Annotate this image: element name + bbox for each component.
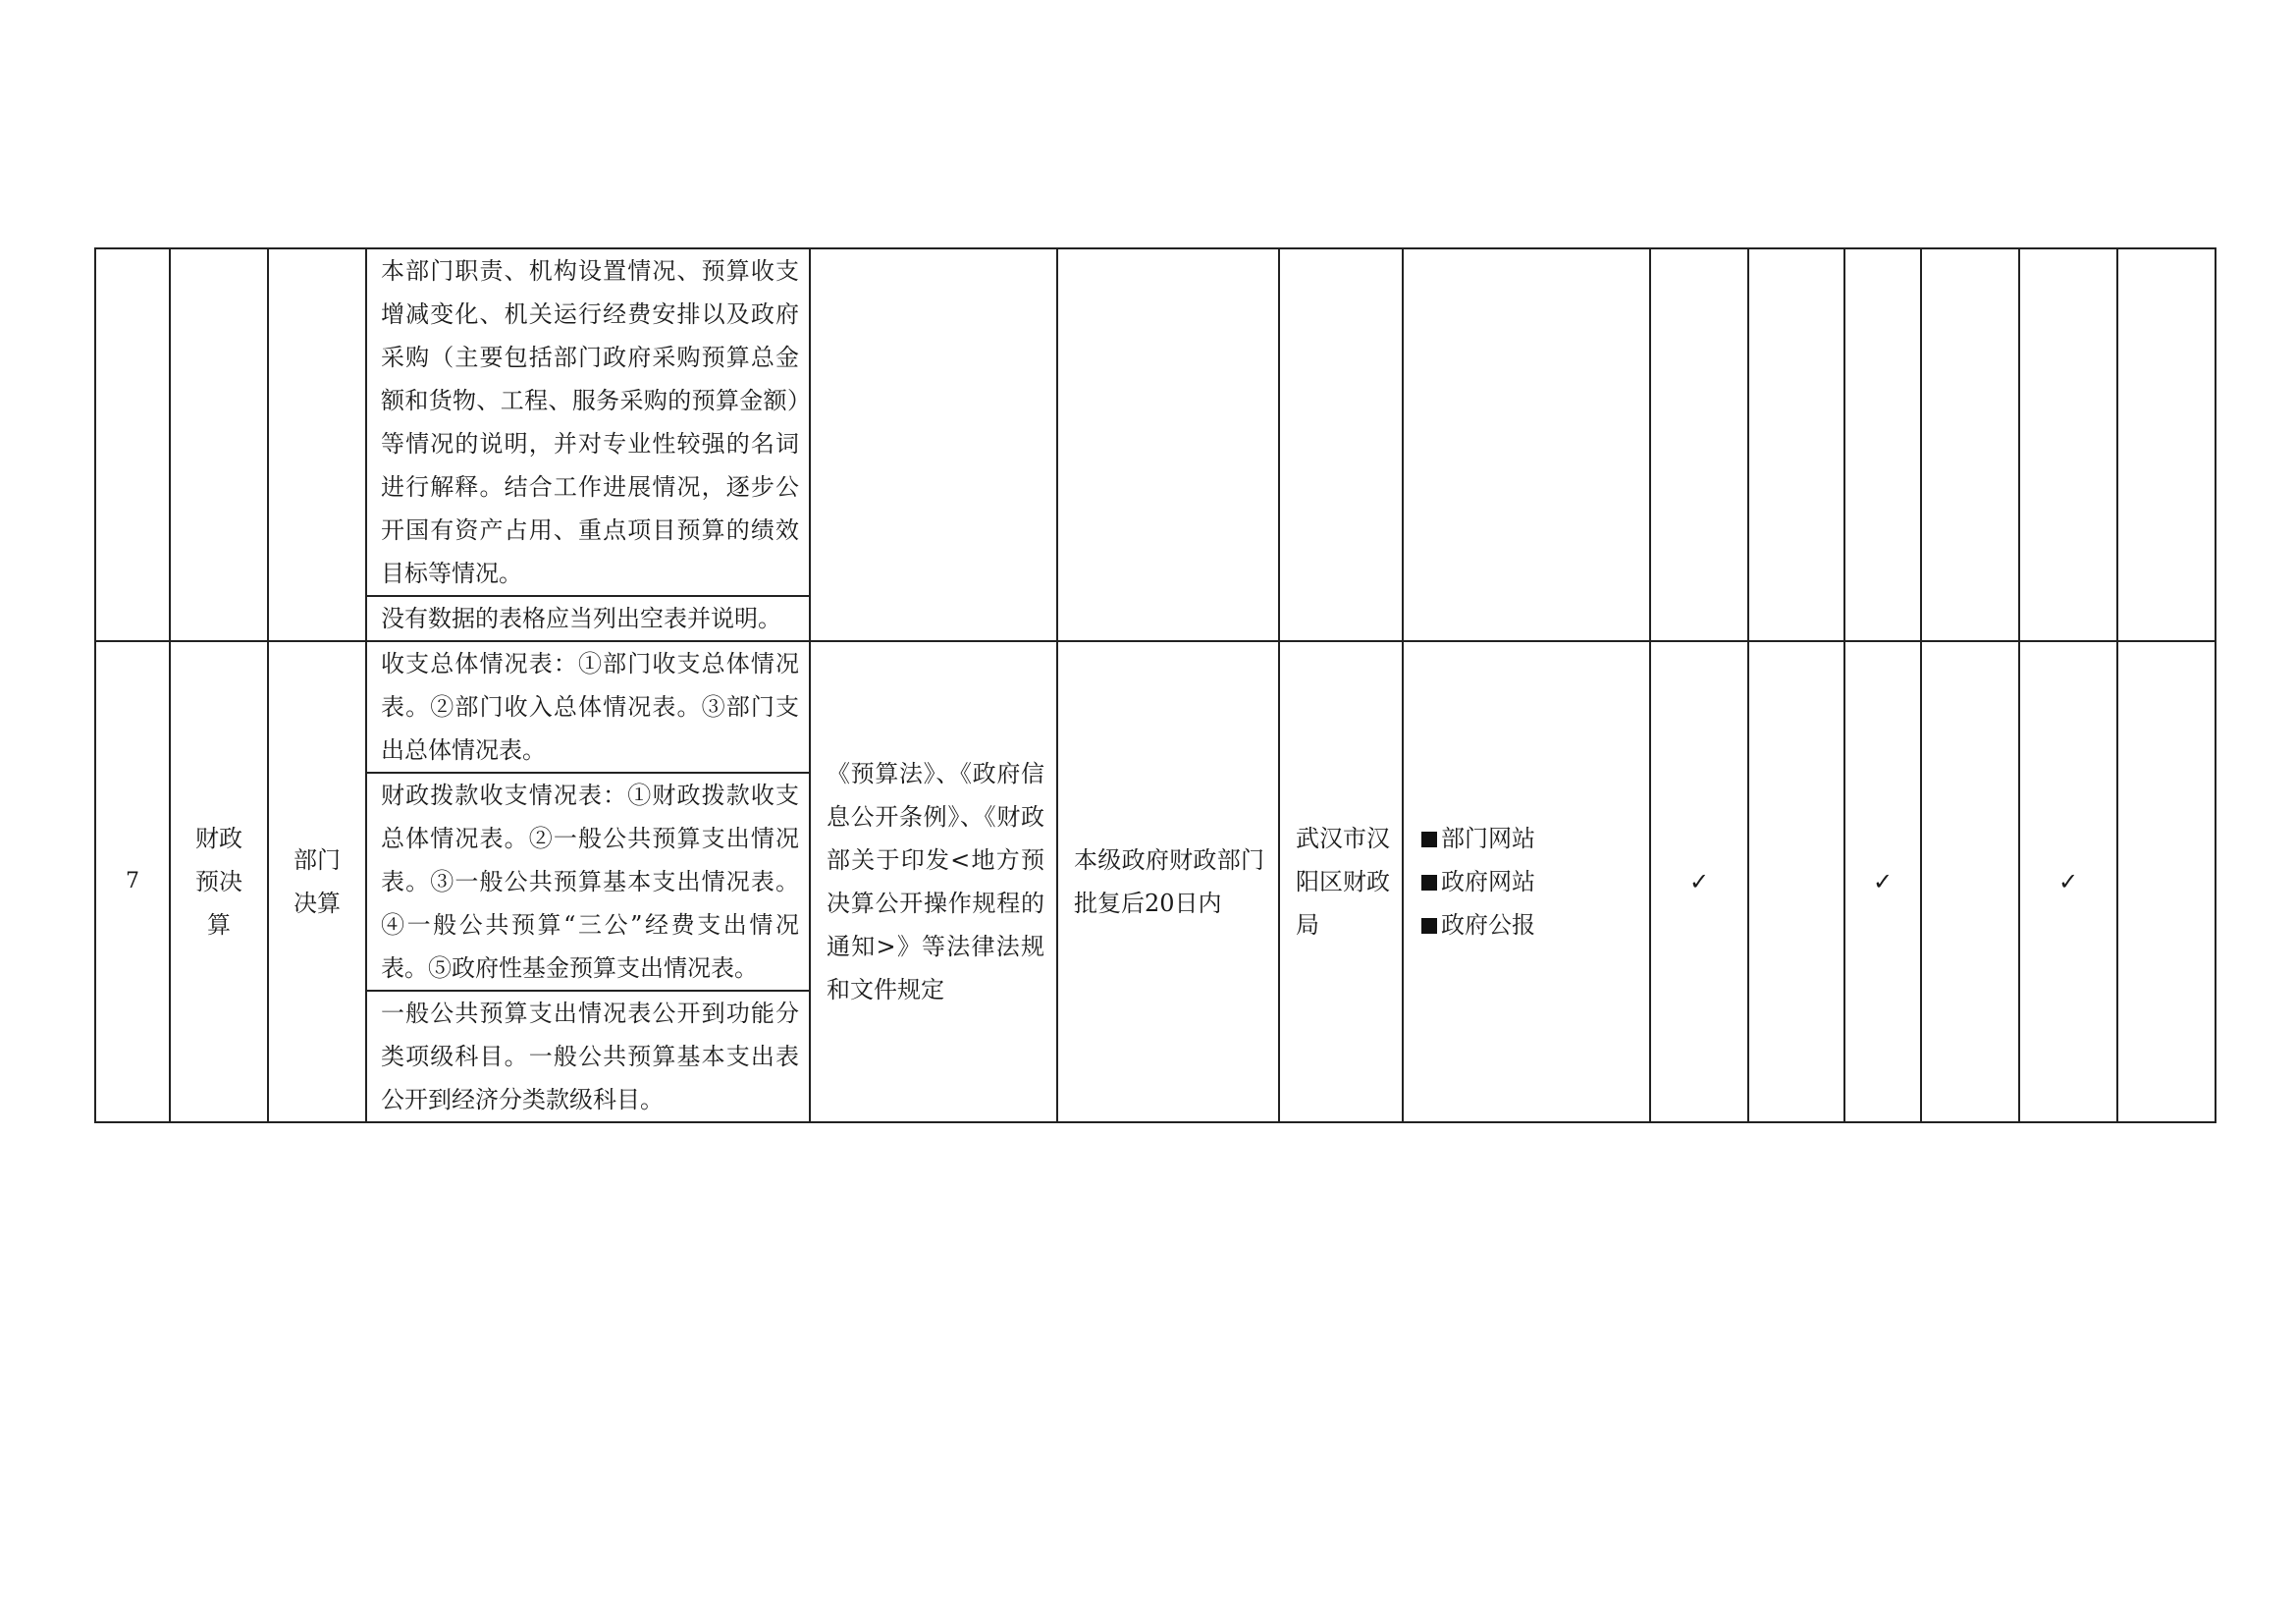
channel-item: [1421, 860, 1639, 903]
responsible-subject: 武汉市汉阳区财政局: [1279, 641, 1403, 1122]
black-square-icon: [1421, 918, 1437, 934]
cell-deadline: [1057, 248, 1279, 641]
black-square-icon: [1421, 875, 1437, 891]
cell-subcategory: [268, 248, 366, 641]
cell-subject: [1279, 248, 1403, 641]
cell-check-4: [1921, 248, 2019, 641]
check-icon: ✓: [1872, 868, 1894, 895]
channel-label: 政府网站: [1441, 868, 1535, 895]
cell-check-6: [2117, 641, 2216, 1122]
cell-no: [95, 248, 170, 641]
check-icon: ✓: [1688, 868, 1710, 895]
content-3: 一般公共预算支出情况表公开到功能分类项级科目。一般公共预算基本支出表公开到经济分类款级科目。: [366, 991, 810, 1122]
cell-content-note: 没有数据的表格应当列出空表并说明。: [366, 596, 810, 641]
channel-label: 部门网站: [1441, 825, 1535, 852]
deadline: 本级政府财政部门批复后20日内: [1057, 641, 1279, 1122]
table-row-7: [95, 641, 2216, 773]
cell-content: 本部门职责、机构设置情况、预算收支增减变化、机关运行经费安排以及政府采购（主要包括部门政府采购预算总金额和货物、工程、服务采购的预算金额）等情况的说明，并对专业性较强的名词进行解释。结合工作进展情况，逐步公开国有资产占用、重点项目预算的绩效目标等情况。: [366, 248, 810, 596]
row-number: 7: [95, 641, 170, 1122]
legal-basis: 《预算法》、《政府信息公开条例》、《财政部关于印发<地方预决算公开操作规程的通知>》等法律法规和文件规定: [810, 641, 1057, 1122]
table-row: [95, 248, 2216, 596]
cell-check-3: [1844, 641, 1921, 1122]
category-text: 财政预决算: [195, 825, 242, 939]
cell-check-5: [2019, 641, 2117, 1122]
cell-category: [170, 248, 268, 641]
subcategory: [268, 641, 366, 1122]
cell-check-2: [1748, 641, 1844, 1122]
cell-check-3: [1844, 248, 1921, 641]
cell-check-6: [2117, 248, 2216, 641]
cell-check-5: [2019, 248, 2117, 641]
cell-check-1: [1650, 248, 1748, 641]
subcategory-text: 部门决算: [294, 846, 341, 917]
black-square-icon: [1421, 832, 1437, 847]
channel-label: 政府公报: [1441, 911, 1535, 939]
channels: [1403, 641, 1650, 1122]
content-1: 收支总体情况表：①部门收支总体情况表。②部门收入总体情况表。③部门支出总体情况表。: [366, 641, 810, 773]
cell-basis: [810, 248, 1057, 641]
channel-item: [1421, 817, 1639, 860]
cell-channels: [1403, 248, 1650, 641]
channel-item: [1421, 903, 1639, 947]
content-2: 财政拨款收支情况表：①财政拨款收支总体情况表。②一般公共预算支出情况表。③一般公共预算基本支出情况表。④一般公共预算“三公”经费支出情况表。⑤政府性基金预算支出情况表。: [366, 773, 810, 991]
cell-check-4: [1921, 641, 2019, 1122]
category: [170, 641, 268, 1122]
cell-check-2: [1748, 248, 1844, 641]
check-icon: ✓: [2057, 868, 2079, 895]
cell-check-1: [1650, 641, 1748, 1122]
disclosure-table: [94, 247, 2216, 1123]
